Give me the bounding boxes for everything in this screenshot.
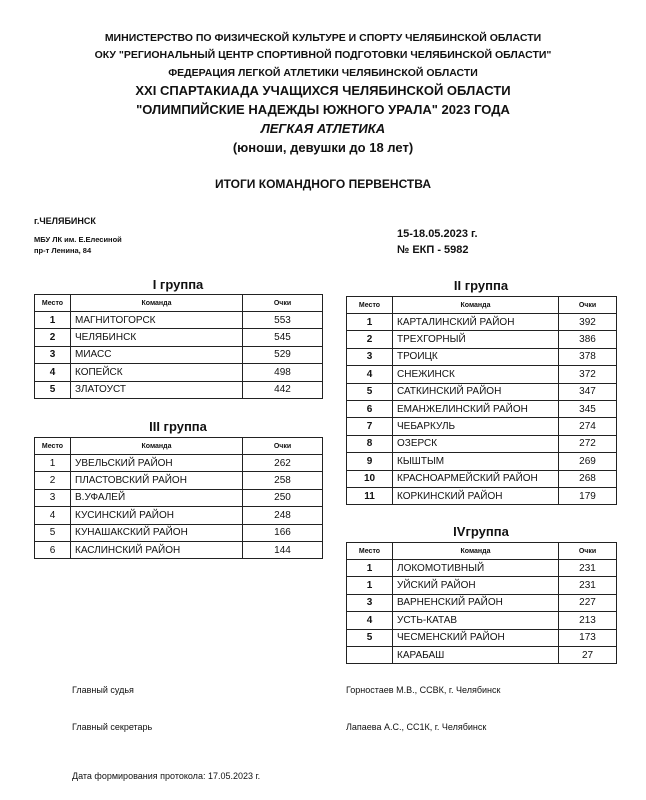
table-row (347, 366, 617, 383)
cell-team: КЫШТЫМ (393, 453, 559, 470)
cell-points: 269 (559, 453, 617, 470)
cell-place: 5 (347, 383, 393, 400)
cell-team: МИАСС (71, 346, 243, 363)
table-row (347, 560, 617, 577)
column-header-place: Место (347, 297, 393, 314)
venue-address: пр-т Ленина, 84 (34, 246, 92, 255)
chief-secretary-label: Главный секретарь (72, 722, 153, 732)
cell-points: 372 (559, 366, 617, 383)
header-ministry: МИНИСТЕРСТВО ПО ФИЗИЧЕСКОЙ КУЛЬТУРЕ И СПОРТУ ЧЕЛЯБИНСКОЙ ОБЛАСТИ (104, 32, 542, 44)
table-row (347, 418, 617, 435)
cell-place: 3 (347, 594, 393, 611)
cell-place: 4 (347, 366, 393, 383)
cell-team: КАСЛИНСКИЙ РАЙОН (71, 541, 243, 558)
column-header-team: Команда (393, 543, 559, 560)
header-center: ОКУ "РЕГИОНАЛЬНЫЙ ЦЕНТР СПОРТИВНОЙ ПОДГОТОВКИ ЧЕЛЯБИНСКОЙ ОБЛАСТИ" (94, 49, 552, 61)
table-header-row (347, 543, 617, 560)
cell-place: 4 (35, 364, 71, 381)
group1-title: I группа (152, 277, 204, 292)
cell-team: ЧЕБАРКУЛЬ (393, 418, 559, 435)
cell-team: КАРТАЛИНСКИЙ РАЙОН (393, 314, 559, 331)
cell-team: КОРКИНСКИЙ РАЙОН (393, 487, 559, 504)
cell-points: 179 (559, 487, 617, 504)
cell-team: ЛОКОМОТИВНЫЙ (393, 560, 559, 577)
cell-points: 231 (559, 560, 617, 577)
cell-place: 3 (347, 348, 393, 365)
cell-points: 173 (559, 629, 617, 646)
cell-team: УВЕЛЬСКИЙ РАЙОН (71, 455, 243, 472)
event-ekp-number: № ЕКП - 5982 (397, 244, 469, 256)
cell-points: 345 (559, 400, 617, 417)
header-olympic-hopes: "ОЛИМПИЙСКИЕ НАДЕЖДЫ ЮЖНОГО УРАЛА" 2023 ГОДА (136, 102, 510, 117)
chief-judge-label: Главный судья (72, 685, 134, 695)
table-row (35, 489, 323, 506)
table-row (347, 594, 617, 611)
group4-table (346, 542, 617, 664)
page-title: ИТОГИ КОМАНДНОГО ПЕРВЕНСТВА (215, 177, 431, 191)
cell-points: 378 (559, 348, 617, 365)
table-row (35, 329, 323, 346)
column-header-place: Место (35, 295, 71, 312)
cell-team: КАРАБАШ (393, 646, 559, 663)
cell-team: КУНАШАКСКИЙ РАЙОН (71, 524, 243, 541)
venue-city: г.ЧЕЛЯБИНСК (34, 216, 96, 226)
column-header-place: Место (35, 438, 71, 455)
chief-judge-signature: Горностаев М.В., ССВК, г. Челябинск (346, 685, 501, 695)
table-header-row (35, 295, 323, 312)
cell-place: 4 (347, 612, 393, 629)
cell-points: 166 (243, 524, 323, 541)
table-row (35, 524, 323, 541)
cell-team: ПЛАСТОВСКИЙ РАЙОН (71, 472, 243, 489)
cell-place (347, 646, 393, 663)
cell-points: 386 (559, 331, 617, 348)
group3-table (34, 437, 323, 559)
cell-points: 392 (559, 314, 617, 331)
table-row (35, 346, 323, 363)
column-header-team: Команда (71, 438, 243, 455)
cell-place: 1 (35, 312, 71, 329)
cell-team: ОЗЕРСК (393, 435, 559, 452)
cell-points: 347 (559, 383, 617, 400)
cell-team: САТКИНСКИЙ РАЙОН (393, 383, 559, 400)
column-header-points: Очки (243, 438, 323, 455)
cell-place: 1 (347, 314, 393, 331)
cell-place: 5 (35, 524, 71, 541)
table-row (35, 541, 323, 558)
table-row (35, 381, 323, 398)
cell-points: 258 (243, 472, 323, 489)
group1-table (34, 294, 323, 399)
cell-place: 4 (35, 507, 71, 524)
column-header-team: Команда (393, 297, 559, 314)
column-header-place: Место (347, 543, 393, 560)
cell-points: 144 (243, 541, 323, 558)
cell-place: 3 (35, 346, 71, 363)
cell-team: ТРОИЦК (393, 348, 559, 365)
cell-points: 213 (559, 612, 617, 629)
table-row (347, 348, 617, 365)
cell-points: 274 (559, 418, 617, 435)
table-row (35, 507, 323, 524)
cell-place: 8 (347, 435, 393, 452)
table-row (347, 331, 617, 348)
cell-team: ВАРНЕНСКИЙ РАЙОН (393, 594, 559, 611)
cell-team: КУСИНСКИЙ РАЙОН (71, 507, 243, 524)
table-row (347, 314, 617, 331)
header-category: (юноши, девушки до 18 лет) (232, 140, 414, 155)
table-row (347, 383, 617, 400)
cell-place: 5 (347, 629, 393, 646)
cell-points: 248 (243, 507, 323, 524)
table-header-row (35, 438, 323, 455)
cell-points: 498 (243, 364, 323, 381)
column-header-team: Команда (71, 295, 243, 312)
cell-points: 442 (243, 381, 323, 398)
table-row (347, 435, 617, 452)
chief-secretary-signature: Лапаева А.С., СС1К, г. Челябинск (346, 722, 487, 732)
venue-organization: МБУ ЛК им. Е.Елесиной (34, 235, 122, 244)
cell-place: 7 (347, 418, 393, 435)
column-header-points: Очки (243, 295, 323, 312)
cell-place: 1 (347, 560, 393, 577)
cell-team: ТРЕХГОРНЫЙ (393, 331, 559, 348)
cell-place: 6 (35, 541, 71, 558)
table-row (347, 487, 617, 504)
cell-points: 553 (243, 312, 323, 329)
table-row (347, 646, 617, 663)
group3-title: III группа (149, 419, 207, 434)
cell-team: УЙСКИЙ РАЙОН (393, 577, 559, 594)
cell-place: 3 (35, 489, 71, 506)
cell-team: ЧЕСМЕНСКИЙ РАЙОН (393, 629, 559, 646)
table-row (347, 612, 617, 629)
cell-team: ЧЕЛЯБИНСК (71, 329, 243, 346)
cell-place: 10 (347, 470, 393, 487)
header-sport: ЛЕГКАЯ АТЛЕТИКА (260, 121, 386, 136)
cell-team: КОПЕЙСК (71, 364, 243, 381)
cell-points: 262 (243, 455, 323, 472)
group2-table (346, 296, 617, 505)
cell-team: СНЕЖИНСК (393, 366, 559, 383)
table-row (347, 470, 617, 487)
group4-title: IVгруппа (453, 524, 509, 539)
table-row (35, 455, 323, 472)
event-dates: 15-18.05.2023 г. (397, 228, 478, 240)
cell-place: 2 (35, 472, 71, 489)
column-header-points: Очки (559, 543, 617, 560)
table-row (347, 453, 617, 470)
cell-points: 272 (559, 435, 617, 452)
cell-place: 2 (35, 329, 71, 346)
cell-team: МАГНИТОГОРСК (71, 312, 243, 329)
cell-points: 529 (243, 346, 323, 363)
cell-place: 1 (347, 577, 393, 594)
table-row (35, 312, 323, 329)
cell-team: В.УФАЛЕЙ (71, 489, 243, 506)
table-row (347, 629, 617, 646)
cell-place: 11 (347, 487, 393, 504)
cell-points: 268 (559, 470, 617, 487)
cell-points: 250 (243, 489, 323, 506)
cell-team: ЕМАНЖЕЛИНСКИЙ РАЙОН (393, 400, 559, 417)
table-row (35, 472, 323, 489)
protocol-date: Дата формирования протокола: 17.05.2023 г. (72, 771, 261, 781)
cell-place: 2 (347, 331, 393, 348)
cell-place: 9 (347, 453, 393, 470)
cell-points: 231 (559, 577, 617, 594)
cell-place: 5 (35, 381, 71, 398)
cell-place: 6 (347, 400, 393, 417)
cell-points: 27 (559, 646, 617, 663)
cell-team: УСТЬ-КАТАВ (393, 612, 559, 629)
table-header-row (347, 297, 617, 314)
header-spartakiad: XXI СПАРТАКИАДА УЧАЩИХСЯ ЧЕЛЯБИНСКОЙ ОБЛАСТИ (135, 83, 511, 98)
cell-team: ЗЛАТОУСТ (71, 381, 243, 398)
cell-points: 227 (559, 594, 617, 611)
table-row (35, 364, 323, 381)
column-header-points: Очки (559, 297, 617, 314)
table-row (347, 400, 617, 417)
header-federation: ФЕДЕРАЦИЯ ЛЕГКОЙ АТЛЕТИКИ ЧЕЛЯБИНСКОЙ ОБЛАСТИ (168, 67, 478, 79)
cell-place: 1 (35, 455, 71, 472)
cell-team: КРАСНОАРМЕЙСКИЙ РАЙОН (393, 470, 559, 487)
cell-points: 545 (243, 329, 323, 346)
table-row (347, 577, 617, 594)
group2-title: II группа (453, 278, 509, 293)
